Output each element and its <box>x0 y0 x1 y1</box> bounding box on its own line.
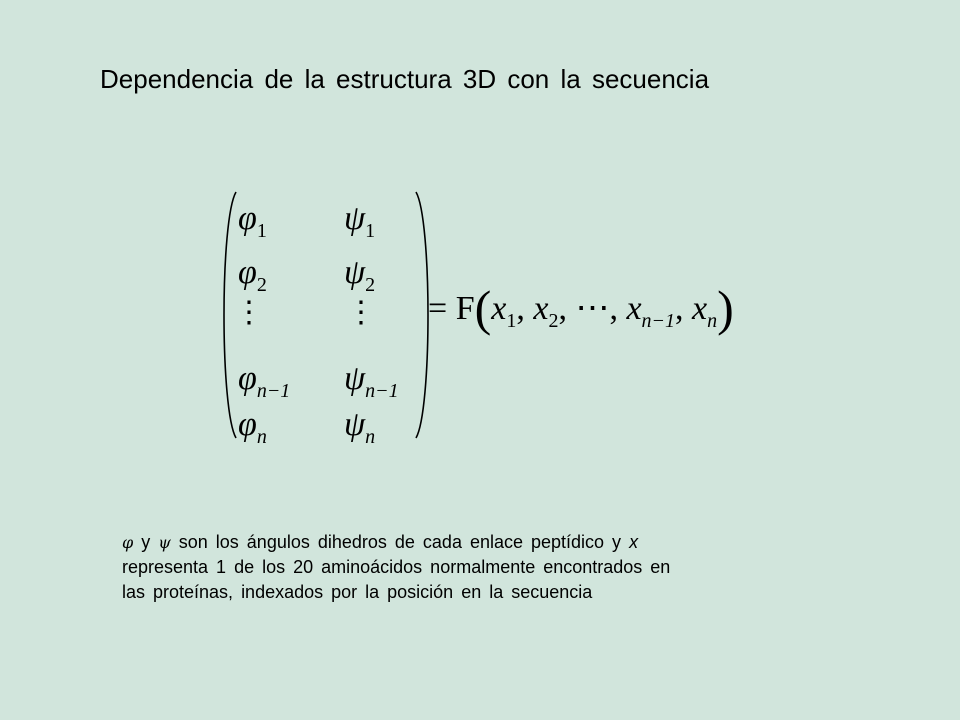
equals-sign: = <box>428 290 448 327</box>
function-expression: = $F(x_1$, $x_2$, ⋯, $x_{n-1}$, $x_n$) <box>428 280 734 336</box>
var-x1: x <box>491 290 507 327</box>
function-name: F <box>455 290 475 327</box>
ellipsis: ⋯ <box>575 290 610 327</box>
var-x-n-minus-1: x <box>626 290 642 327</box>
matrix-psi-1: $\psi_1$ <box>344 200 376 242</box>
matrix-phi-n: $\varphi_n$ <box>238 406 267 448</box>
caption-line-2: representa 1 de los 20 aminoácidos normalmente encontrados en <box>122 557 671 577</box>
matrix-psi-n-minus-1: $\psi_{n-1}$ <box>344 360 399 402</box>
matrix-vdots-psi: ⋮ <box>346 296 376 329</box>
caption-line-1: φ y ψ son los ángulos dihedros de cada enlace peptídico y x <box>122 532 639 552</box>
matrix-phi-2: $\varphi_2$ <box>238 254 267 296</box>
matrix-phi-1: $\varphi_1$ <box>238 200 267 242</box>
matrix-psi-2: $\psi_2$ <box>344 254 376 296</box>
var-x2: x <box>533 290 549 327</box>
matrix-vdots-phi: ⋮ <box>234 296 264 329</box>
open-paren: ( <box>474 280 492 336</box>
phi-symbol: φ <box>122 533 134 552</box>
caption-line-3: las proteínas, indexados por la posición en la secuencia <box>122 582 593 602</box>
caption <box>122 530 822 605</box>
matrix-psi-n: $\psi_n$ <box>344 406 376 448</box>
close-paren: ) <box>717 280 734 336</box>
matrix-phi-n-minus-1: $\varphi_{n-1}$ <box>238 360 291 402</box>
formula <box>210 180 770 450</box>
right-paren <box>416 192 428 438</box>
var-xn: x <box>692 290 708 327</box>
psi-symbol: ψ <box>158 533 171 552</box>
slide-title: Dependencia de la estructura 3D con la secuencia <box>100 64 710 94</box>
